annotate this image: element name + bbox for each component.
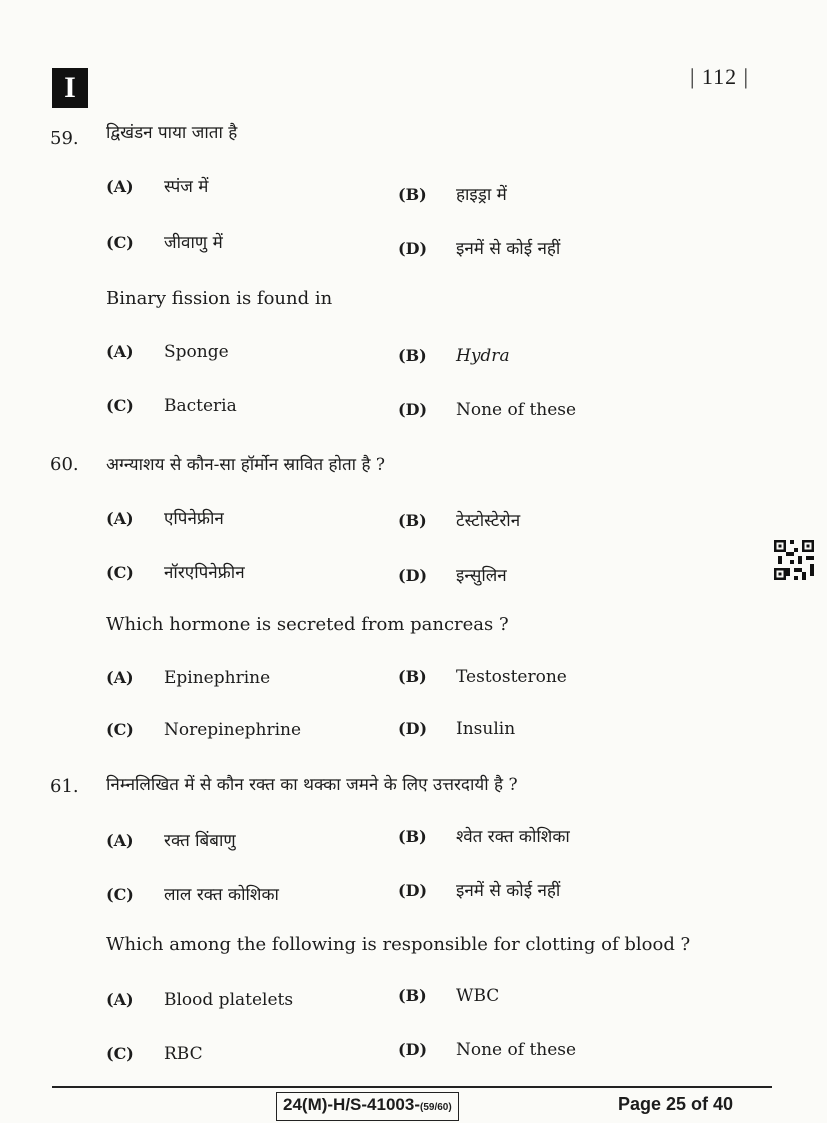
option-text: Bacteria — [164, 396, 237, 416]
option-label: (A) — [106, 668, 134, 687]
option-a-hindi[interactable] — [106, 174, 208, 197]
option-b-english[interactable] — [398, 986, 499, 1006]
option-c-hindi[interactable] — [106, 230, 223, 253]
option-label: (C) — [106, 233, 134, 252]
option-text: None of these — [456, 400, 577, 420]
option-label: (C) — [106, 720, 134, 739]
option-label: (A) — [106, 177, 134, 196]
question-number: 60. — [50, 454, 79, 475]
question-text-english: Which hormone is secreted from pancreas ? — [106, 614, 509, 635]
option-label: (B) — [398, 827, 427, 846]
option-label: (D) — [398, 400, 428, 419]
option-a-english[interactable] — [106, 668, 270, 688]
option-text: इन्सुलिन — [456, 566, 507, 586]
option-text: WBC — [456, 986, 500, 1006]
option-label: (D) — [398, 239, 428, 258]
option-text: Epinephrine — [164, 668, 271, 688]
paper-code — [276, 1092, 459, 1121]
question-number: 61. — [50, 776, 79, 797]
paper-code-text: 24(M)-H/S-41003- — [283, 1095, 420, 1114]
option-b-hindi[interactable] — [398, 182, 507, 205]
option-a-english[interactable] — [106, 990, 293, 1010]
option-text: हाइड्रा में — [456, 185, 507, 205]
option-text: इनमें से कोई नहीं — [456, 239, 561, 259]
option-label: (D) — [398, 881, 428, 900]
option-text: श्वेत रक्त कोशिका — [456, 827, 570, 847]
option-text: None of these — [456, 1040, 577, 1060]
option-label: (D) — [398, 1040, 428, 1059]
option-label: (B) — [398, 346, 427, 365]
question-text-hindi: निम्नलिखित में से कौन रक्त का थक्का जमने के लिए उत्तरदायी है ? — [106, 775, 518, 795]
option-c-english[interactable] — [106, 1044, 203, 1064]
question-text-hindi: अग्न्याशय से कौन-सा हॉर्मोन स्रावित होता है ? — [106, 455, 386, 475]
option-label: (C) — [106, 1044, 134, 1063]
option-text: Sponge — [164, 342, 229, 362]
option-c-english[interactable] — [106, 720, 301, 740]
option-d-english[interactable] — [398, 719, 515, 739]
option-label: (A) — [106, 990, 134, 1009]
option-label: (B) — [398, 986, 427, 1005]
footer-divider — [52, 1086, 772, 1088]
question-text-english: Which among the following is responsible for clotting of blood ? — [106, 934, 691, 955]
page-mark: | 112 | — [690, 64, 749, 89]
paper-code-suffix: (59/60) — [420, 1102, 452, 1113]
option-a-hindi[interactable] — [106, 506, 224, 529]
option-text: लाल रक्त कोशिका — [164, 885, 279, 905]
option-a-hindi[interactable] — [106, 828, 236, 851]
option-c-hindi[interactable] — [106, 560, 245, 583]
option-text: एपिनेफ्रीन — [164, 509, 224, 529]
option-text: RBC — [164, 1044, 203, 1064]
option-label: (B) — [398, 185, 427, 204]
option-b-english[interactable] — [398, 667, 567, 687]
option-label: (A) — [106, 831, 134, 850]
option-c-hindi[interactable] — [106, 882, 279, 905]
option-label: (A) — [106, 509, 134, 528]
option-d-hindi[interactable] — [398, 878, 560, 901]
question-text-hindi: द्विखंडन पाया जाता है — [106, 123, 238, 143]
option-text: Norepinephrine — [164, 720, 302, 740]
option-c-english[interactable] — [106, 396, 237, 416]
option-text: जीवाणु में — [164, 233, 223, 253]
option-label: (B) — [398, 667, 427, 686]
option-text: Blood platelets — [164, 990, 294, 1010]
option-text: टेस्टोस्टेरोन — [456, 511, 521, 531]
section-badge: I — [52, 68, 88, 108]
option-label: (C) — [106, 885, 134, 904]
option-label: (C) — [106, 396, 134, 415]
option-label: (D) — [398, 719, 428, 738]
option-label: (C) — [106, 563, 134, 582]
option-text: रक्त बिंबाणु — [164, 831, 236, 851]
option-d-english[interactable] — [398, 1040, 576, 1060]
option-label: (B) — [398, 511, 427, 530]
page-number: Page 25 of 40 — [618, 1094, 734, 1114]
option-b-hindi[interactable] — [398, 508, 520, 531]
option-d-hindi[interactable] — [398, 563, 507, 586]
question-text-english: Binary fission is found in — [106, 288, 333, 309]
option-text: Testosterone — [456, 667, 567, 687]
qr-code-icon — [774, 540, 814, 580]
option-b-english[interactable] — [398, 346, 510, 366]
option-d-english[interactable] — [398, 400, 576, 420]
option-text: नॉरएपिनेफ्रीन — [164, 563, 245, 583]
option-text: Insulin — [456, 719, 516, 739]
option-d-hindi[interactable] — [398, 236, 560, 259]
option-b-hindi[interactable] — [398, 824, 570, 847]
option-label: (A) — [106, 342, 134, 361]
option-a-english[interactable] — [106, 342, 229, 362]
option-text: इनमें से कोई नहीं — [456, 881, 561, 901]
question-number: 59. — [50, 128, 79, 149]
option-text: स्पंज में — [164, 177, 209, 197]
option-label: (D) — [398, 566, 428, 585]
option-text: Hydra — [456, 346, 510, 366]
